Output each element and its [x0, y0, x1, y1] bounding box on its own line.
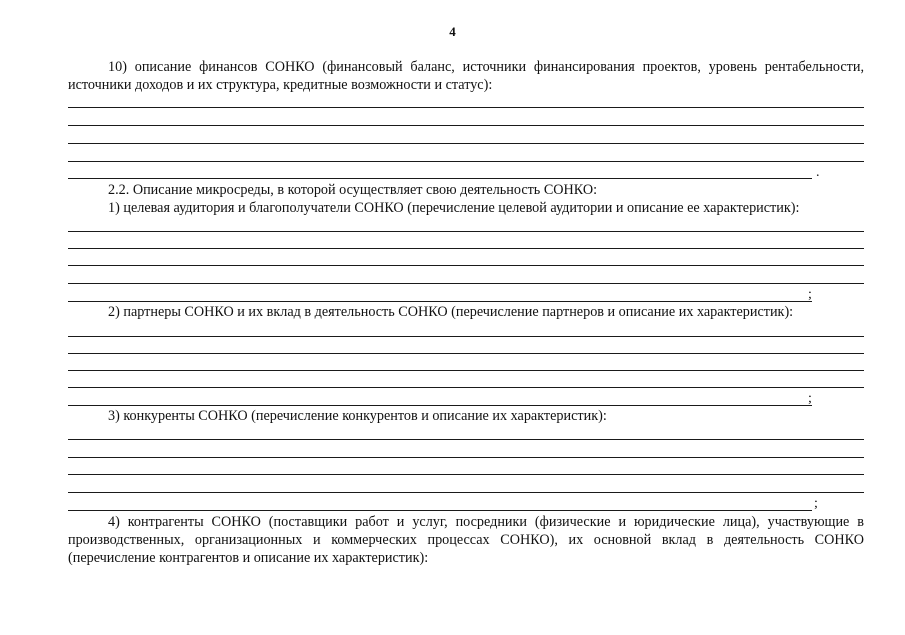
partners-paragraph: 2) партнеры СОНКО и их вклад в деятельность СОНКО (перечисление партнеров и описание их характеристик):: [108, 304, 794, 320]
audience-fill-line-5[interactable]: [68, 301, 812, 302]
competitors-fill-line-4[interactable]: [68, 492, 864, 493]
partners-fill-line-4[interactable]: [68, 387, 864, 388]
partners-fill-line-2[interactable]: [68, 353, 864, 354]
finances-fill-line-5[interactable]: [68, 178, 812, 179]
audience-fill-line-1[interactable]: [68, 231, 864, 232]
audience-fill-line-3[interactable]: [68, 265, 864, 266]
finances-fill-line-3[interactable]: [68, 143, 864, 144]
microenvironment-heading: 2.2. Описание микросреды, в которой осуществляет свою деятельность СОНКО:: [108, 182, 598, 198]
finances-fill-line-1[interactable]: [68, 107, 864, 108]
competitors-fill-line-2[interactable]: [68, 457, 864, 458]
competitors-fill-line-1[interactable]: [68, 439, 864, 440]
partners-fill-line-1[interactable]: [68, 336, 864, 337]
competitors-line-end: ;: [814, 496, 818, 511]
page-number: 4: [449, 24, 456, 39]
contractors-paragraph: 4) контрагенты СОНКО (поставщики работ и услуг, посредники (физические и юридические лица), участвующие в производственных, организационных и коммерческих процессах СОНКО), их основной вклад в деятельность СОНКО (перечисление контрагентов и описание их характеристик):: [68, 514, 864, 566]
finances-line-end: .: [816, 165, 820, 180]
partners-fill-line-3[interactable]: [68, 370, 864, 371]
audience-paragraph: 1) целевая аудитория и благополучатели СОНКО (перечисление целевой аудитории и описание ее характеристик):: [108, 200, 800, 216]
competitors-paragraph: 3) конкуренты СОНКО (перечисление конкурентов и описание их характеристик):: [108, 408, 607, 424]
finances-paragraph: 10) описание финансов СОНКО (финансовый баланс, источники финансирования проектов, уровень рентабельности, источники доходов и их структура, кредитные возможности и статус):: [68, 59, 864, 93]
partners-line-end: ;: [808, 391, 812, 406]
audience-fill-line-4[interactable]: [68, 283, 864, 284]
finances-fill-line-4[interactable]: [68, 161, 864, 162]
competitors-fill-line-3[interactable]: [68, 474, 864, 475]
finances-fill-line-2[interactable]: [68, 125, 864, 126]
audience-fill-line-2[interactable]: [68, 248, 864, 249]
audience-line-end: ;: [808, 287, 812, 302]
partners-fill-line-5[interactable]: [68, 405, 812, 406]
competitors-fill-line-5[interactable]: [68, 510, 812, 511]
